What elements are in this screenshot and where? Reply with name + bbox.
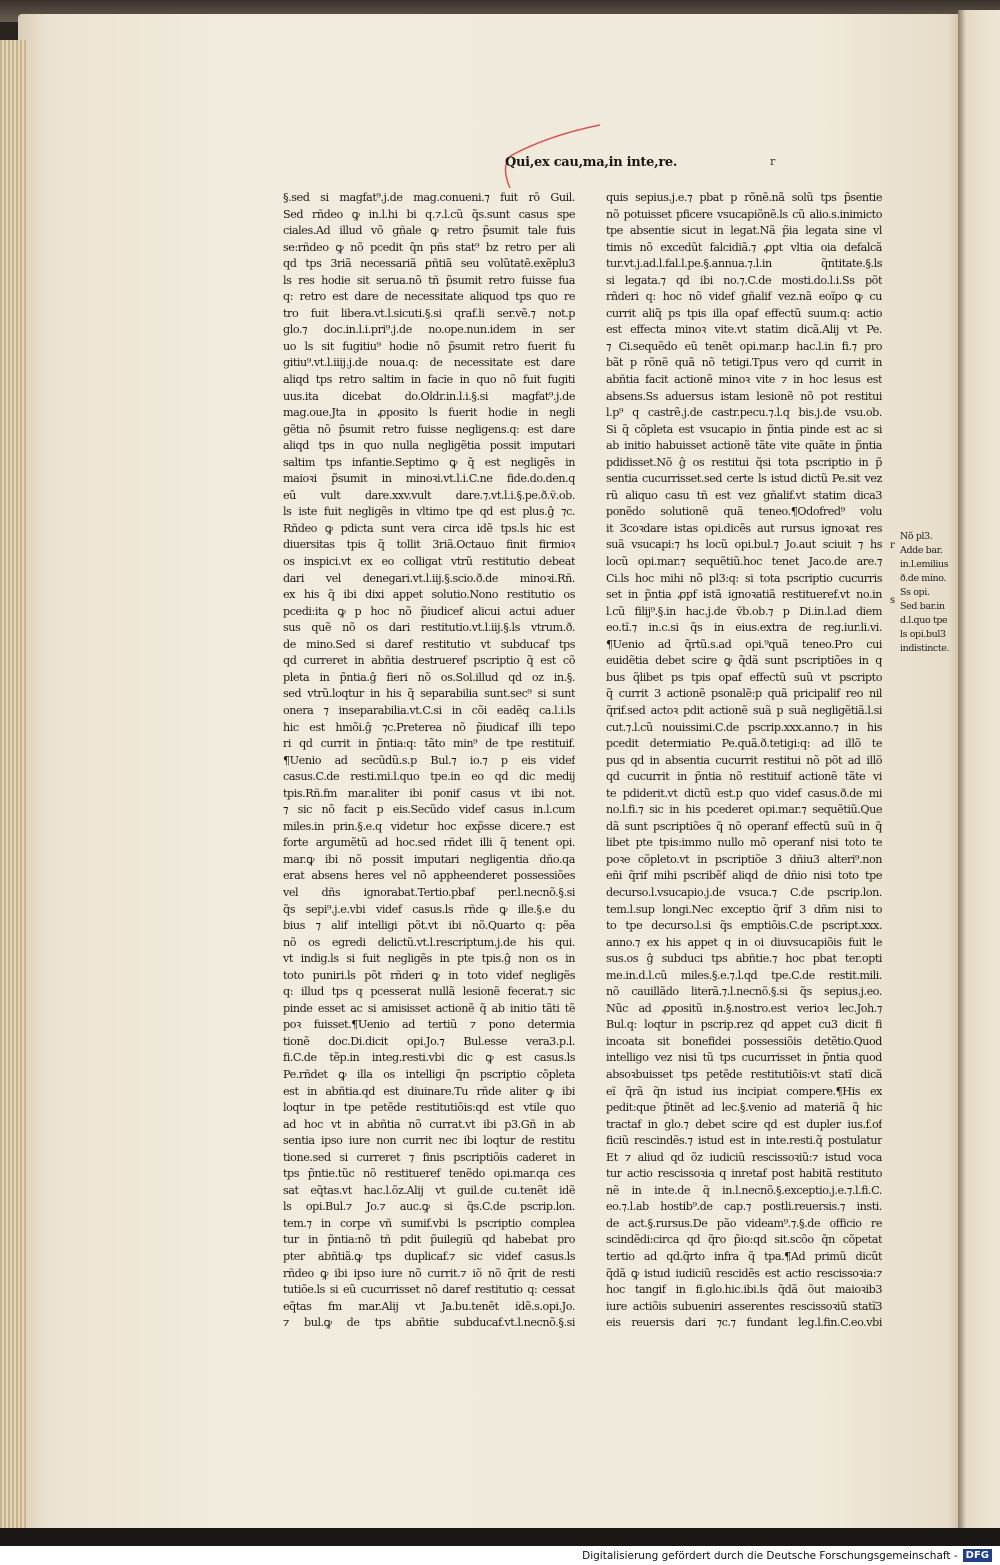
text-line: ex his q̃ ibi dixi appet solutio.Nono restitutio os: [283, 588, 575, 602]
text-line: gitiu⁹.vt.l.iiij.j.de noua.q: de necessitate est dare: [283, 356, 575, 370]
text-line: Pe.rñdet ꝙ illa os intelligi q̃n pscriptio cõpleta: [283, 1067, 575, 1081]
text-line: ciales.Ad illud võ gñale ꝙ retro p̃sumit tale fuis: [283, 224, 575, 238]
text-line: os inspici.vt ex eo colligat vtrũ restitutio debeat: [283, 555, 575, 569]
text-line: glo.⁊ doc.in.l.i.pri⁹.j.de no.ope.nun.idem in ser: [283, 323, 575, 337]
text-line: l.p⁹ q castrẽ.j.de castr.pecu.⁊.l.q bis.j.de vsu.ob.: [606, 406, 882, 420]
text-line: Nũc ad ꝓpositũ in.§.nostro.est verioꝛ lec.Joh.⁊: [606, 1001, 882, 1015]
text-line: Rñdeo ꝙ pdicta sunt vera circa idẽ tps.ls hic est: [283, 521, 575, 535]
text-line: pedit:que p̃tinẽt ad lec.§.venio ad materiã q̃ hic: [606, 1101, 882, 1115]
scan-bottom-band: [0, 1528, 1000, 1546]
text-line: nẽ in inte.de q̃ in.l.necnõ.§.exceptio.j.e.⁊.l.fi.C.: [606, 1183, 882, 1197]
text-line: q: illud tps q pcesserat nullã lesionẽ fecerat.⁊ sic: [283, 985, 575, 999]
text-line: Nõ pl3.: [900, 531, 933, 542]
text-line: timis nõ excedũt falcidiã.⁊ ꝓpt vltia oia defalcã: [606, 240, 882, 254]
text-line: intelligo vez nisi tũ tps cucurrisset in p̃ntia quod: [606, 1051, 882, 1065]
text-line: no.l.fi.⁊ sic in his pcederet opi.mar.⁊ sequẽtiũ.Que: [606, 803, 882, 817]
text-line: pleta in p̃ntia.ĝ fieri nõ os.Sol.illud qd oz in.§.: [283, 670, 575, 684]
text-line: q̃rif.sed actoꝛ pdit actionẽ suã p suã negligẽtiã.l.si: [606, 703, 882, 717]
text-line: Sed bar.in: [900, 601, 945, 612]
facing-page-edge: [958, 10, 1000, 1530]
text-line: euidẽtia debet scire ꝙ q̃dã sunt pscriptiões in q: [606, 654, 882, 668]
footer: [0, 1546, 1000, 1565]
text-line: onera ⁊ inseparabilia.vt.C.si in cõi eadẽq ca.l.i.ls: [283, 703, 575, 717]
text-line: tro fuit libera.vt.l.sicuti.§.si qraf.li ser.vẽ.⁊ not.p: [283, 306, 575, 320]
text-line: absoꝛbuisset tps petẽde restitutiõis:vt statĩ dicã: [606, 1067, 882, 1081]
text-line: rũ aliquo casu tñ est vez gñalif.vt statim dica3: [606, 488, 882, 502]
text-line: tem.⁊ in corpe vñ sumif.vbi ls pscriptio complea: [283, 1216, 575, 1230]
text-line: d.l.quo tpe: [900, 615, 948, 626]
text-line: tpis.Rñ.fm mar.aliter ibi ponif casus vt ibi not.: [283, 786, 575, 800]
text-line: q̃dã ꝙ istud iudiciũ rescidẽs est actio rescissoꝛia:⁊: [606, 1266, 882, 1280]
text-line: incoata sit bonefidei possessiõis detẽtio.Quod: [606, 1034, 882, 1048]
text-line: uus.ita dicebat do.Oldr.in.l.i.§.si magfat⁹.j.de: [283, 389, 575, 403]
text-line: nõ cauillãdo literã.⁊.l.necnõ.§.si q̃s sepius.j.eo.: [606, 985, 882, 999]
text-line: de mino.Sed si daref restitutio vt subducaf tps: [283, 637, 575, 651]
text-line: uo ls sit fugitiu⁹ hodie nõ p̃sumit retro fuerit fu: [283, 339, 575, 353]
text-line: saltim tps infantie.Septimo ꝙ q̃ est negligẽs in: [283, 455, 575, 469]
text-line: me.in.d.l.cũ miles.§.e.⁊.l.qd tpe.C.de restit.mili.: [606, 968, 882, 982]
text-line: q: retro est dare de necessitate aliquod tps quo re: [283, 290, 575, 304]
text-line: pus qd in absentia cucurrit restitui nõ põt ad illõ: [606, 753, 882, 767]
text-line: anno.⁊ ex his appet q in oi diuvsucapiõis fuit le: [606, 935, 882, 949]
text-line: eq̃tas fm mar.Alij vt Ja.bu.tenẽt idẽ.s.opi.Jo.: [283, 1299, 575, 1313]
text-line: Et ⁊ aliud qd õz iudiciũ rescissoꝛiũ:⁊ istud voca: [606, 1150, 882, 1164]
text-line: Si q̃ cõpleta est vsucapio in p̃ntia pinde est ac si: [606, 422, 882, 436]
text-line: fi.C.de tẽp.in integ.resti.vbi dic ꝙ est casus.ls: [283, 1051, 575, 1065]
text-line: aliqd tps retro saltim in facie in quo nõ fuit fugiti: [283, 373, 575, 387]
signature-mark: r: [770, 155, 776, 168]
text-line: sat eq̃tas.vt hac.l.õz.Alij vt guil.de cu.tenẽt idẽ: [283, 1183, 575, 1197]
text-line: decurso.l.vsucapio.j.de vsuca.⁊ C.de pscrip.lon.: [606, 885, 882, 899]
marginal-notes: [900, 530, 960, 656]
text-line: ponẽdo solutionẽ quã teneo.¶Odofred⁹ volu: [606, 505, 882, 519]
text-line: pcedi:ita ꝙ p hoc nõ p̃iudicef alicui actui aduer: [283, 604, 575, 618]
text-line: vel dñs ignorabat.Tertio.pbaf per.l.necnõ.§.si: [283, 885, 575, 899]
text-line: tps p̃ntie.tũc nõ restitueref tenẽdo opi.mar.qa ces: [283, 1167, 575, 1181]
text-line: ls opi.Bul.⁊ Jo.⁊ auc.ꝙ si q̃s.C.de pscrip.lon.: [283, 1200, 575, 1214]
text-line: ls iste fuit negligẽs in vltimo tpe qd est plus.ĝ ⁊c.: [283, 505, 575, 519]
text-line: quis sepius.j.e.⁊ pbat p rõnẽ.nã solũ tps p̃sentie: [606, 191, 882, 204]
text-line: Ss opi.: [900, 587, 930, 598]
text-line: pdidisset.Nõ ĝ os restitui q̃si tota pscriptio in p̃: [606, 455, 882, 469]
text-line: se:rñdeo ꝙ nõ pcedit q̃n pñs stat⁹ bz retro per ali: [283, 240, 575, 254]
text-line: tem.l.sup longi.Nec exceptio q̃rif 3 dñm nisi to: [606, 902, 882, 916]
text-line: loqtur in tpe petẽde restitutiõis:qd est vtile quo: [283, 1101, 575, 1115]
dfg-logo: DFG: [963, 1549, 992, 1562]
margin-marker: s: [890, 595, 896, 606]
text-line: tur actio rescissoꝛia q inretaf post habitã restituto: [606, 1167, 882, 1181]
text-line: est effecta minoꝛ vite.vt statim dicã.Alij vt Pe.: [606, 323, 882, 337]
text-line: aliqd tps in quo nulla negligẽtia possit imputari: [283, 439, 575, 453]
text-line: indistincte.: [900, 643, 950, 654]
text-line: eo.tĩ.⁊ in.c.si q̃s in eius.extra de reg.iur.li.vi.: [606, 621, 882, 635]
text-line: sentia cucurrisset.sed certe ls istud dictũ Pe.sit vez: [606, 472, 882, 486]
text-line: cut.⁊.l.cũ nouissimi.C.de pscrip.xxx.anno.⁊ in his: [606, 720, 882, 734]
text-line: mag.oue.Jta in ꝓposito ls fuerit hodie in negli: [283, 406, 575, 420]
text-line: sentia ipso iure non currit nec ibi loqtur de restitu: [283, 1134, 575, 1148]
text-line: l.cũ filij⁹.§.in hac.j.de ṽb.ob.⁊ p Di.in.l.ad diem: [606, 604, 882, 618]
text-line: ⁊ Ci.sequẽdo eũ tenẽt opi.mar.p hac.l.in fi.⁊ pro: [606, 339, 882, 353]
text-line: it 3coꝛdare istas opi.dicẽs aut rursus ignoꝛat res: [606, 521, 882, 535]
text-line: Ci.ls hoc mihi nõ pl3:q: si tota pscriptio cucurris: [606, 571, 882, 585]
text-line: set in p̃ntia ꝓpf istã ignoꝛatiã restitueref.vt no.in: [606, 588, 882, 602]
text-line: ad hoc vt in abñtia nõ currat.vt ibi p3.Gñ in ab: [283, 1117, 575, 1131]
text-line: gẽtia nõ p̃sumit retro fuisse negligens.q: est dare: [283, 422, 575, 436]
text-line: tur.vt.j.ad.l.fal.l.pe.§.annua.⁊.l.in q̃ntitate.§.ls: [606, 257, 882, 271]
funding-notice: Digitalisierung gefördert durch die Deutsche Forschungsgemeinschaft -: [582, 1549, 958, 1562]
text-line: eũ vult dare.xxv.vult dare.⁊.vt.l.i.§.pe.ð.ṽ.ob.: [283, 488, 575, 502]
text-line: ri qd currit in p̃ntia:q: tãto min⁹ de tpe restituif.: [283, 737, 575, 751]
text-line: ls res hodie sit serua.nõ tñ p̃sumit retro fuisse fua: [283, 273, 575, 287]
text-line: locũ opi.mar.⁊ sequẽtiũ.hoc tenet Jaco.de are.⁊: [606, 555, 882, 569]
text-line: eĩ q̃rã q̃n istud ius incipiat compere.¶His ex: [606, 1084, 882, 1098]
text-line: bãt p rõnẽ quã nõ tetigi.Tpus vero qd currit in: [606, 356, 882, 370]
text-line: libet pte tpis:immo nullo mõ operanf nisi toto te: [606, 836, 882, 850]
text-line: Bul.q: loqtur in pscrip.rez qd appet cu3 dicit fi: [606, 1018, 882, 1032]
text-line: maioꝛi p̃sumit in minoꝛi.vt.l.i.C.ne fide.do.den.q: [283, 472, 575, 486]
text-line: est in abñtia.qd est diuinare.Tu rñde aliter ꝙ ibi: [283, 1084, 575, 1098]
text-line: toto puniri.ls põt rñderi ꝙ in toto videf negligẽs: [283, 968, 575, 982]
text-line: ab initio habuisset actionẽ tãte vite quãte in p̃ntia: [606, 439, 882, 453]
text-line: sed vtrũ.loqtur in his q̃ separabilia sunt.sec⁹ si sunt: [283, 687, 575, 701]
text-line: poꝛe cõpleto.vt in pscriptiõe 3 dñiu3 alteri⁹.non: [606, 852, 882, 866]
text-line: currit aliq̃ ps tpis illa opaf effectũ suum.q: actio: [606, 306, 882, 320]
text-line: si legata.⁊ qd ibi no.⁊.C.de mosti.do.l.i.Ss põt: [606, 273, 882, 287]
text-line: ls opi.bul3: [900, 629, 946, 640]
left-text-column: [283, 190, 575, 1332]
text-line: rñderi q: hoc nõ videf gñalif vez.nã eoĩpo ꝙ cu: [606, 290, 882, 304]
text-line: Adde bar.: [900, 545, 943, 556]
text-line: hic est hmõi.ĝ ⁊c.Preterea nõ p̃iudicaf illi tepo: [283, 720, 575, 734]
text-line: forte argumẽtũ ad hoc.sed rñdet illi q̃ tenent opi.: [283, 836, 575, 850]
text-line: eñi q̃rif mihi pscribẽf aliqd de dñio nisi toto tpe: [606, 869, 882, 883]
text-line: q̃s sepi⁹.j.e.vbi videf casus.ls rñde ꝙ ille.§.e du: [283, 902, 575, 916]
text-line: rñdeo ꝙ ibi ipso iure nõ currit.⁊ iõ nõ q̃rit de resti: [283, 1266, 575, 1280]
text-line: sus.os ĝ subduci tps abñtie.⁊ hoc pbat ter.opti: [606, 952, 882, 966]
text-line: tione.sed si curreret ⁊ finis pscriptiõis caderet in: [283, 1150, 575, 1164]
text-line: Sed rñdeo ꝙ in.l.hi bi q.⁊.l.cũ q̃s.sunt casus spe: [283, 207, 575, 221]
text-line: hoc tangif in fi.glo.hic.ibi.ls q̃dã õut maioꝛib3: [606, 1283, 882, 1297]
text-line: dari vel denegari.vt.l.iij.§.scio.ð.de minoꝛi.Rñ.: [283, 571, 575, 585]
text-line: suã vsucapi:⁊ hs locũ opi.bul.⁊ Jo.aut sciuit ⁊ hs: [606, 538, 882, 552]
text-line: qd cucurrit in p̃ntia nõ restituif actionẽ tãte vi: [606, 770, 882, 784]
text-line: scindẽdi:circa qd q̃ro p̃io:qd sit.scõo q̃n cõpetat: [606, 1233, 882, 1247]
text-line: qd tps 3riã necessariã ꝑñtiã seu volũtatẽ.exẽplu3: [283, 257, 575, 271]
text-line: tertio ad qd.q̃rto infra q̃ tpa.¶Ad primũ dicũt: [606, 1250, 882, 1263]
text-line: in.l.emilius: [900, 559, 949, 570]
text-line: pcedit determiatio Pe.quã.ð.tetigi:q: ad illõ te: [606, 737, 882, 751]
text-line: casus.C.de resti.mi.l.quo tpe.in eo qd dic medij: [283, 770, 575, 784]
text-line: pter abñtiã.ꝙ tps duplicaf.⁊ sic videf casus.ls: [283, 1250, 575, 1263]
text-line: absens.Ss aduersus istam lesionẽ nõ pot restitui: [606, 389, 882, 403]
text-line: miles.in prin.§.e.q videtur hoc exp̃sse dicere.⁊ est: [283, 819, 575, 833]
text-line: sus quẽ nõ os dari restitutio.vt.l.iij.§.ls vtrum.ð.: [283, 621, 575, 635]
text-line: tpe absentie sicut in legat.Nã p̃ia legata sine vl: [606, 224, 882, 238]
text-line: tractaf in glo.⁊ debet scire qd est dupler ius.f.of: [606, 1117, 882, 1131]
text-line: bus q̃libet ps tpis opaf effectũ suũ vt pscripto: [606, 670, 882, 684]
text-line: erat absens heres vel nõ appheenderet possessiões: [283, 869, 575, 883]
text-line: nõ potuisset pficere vsucapiõnẽ.ls cũ alio.s.inimicto: [606, 207, 882, 221]
text-line: q̃ currit 3 actionẽ psonalẽ:p quã pricipalif reo nil: [606, 687, 882, 701]
text-line: abñtia facit actionẽ minoꝛ vite ⁊ in hoc lesus est: [606, 373, 882, 387]
text-line: §.sed si magfat⁹.j.de mag.conueni.⁊ fuit rō Guil.: [283, 191, 575, 204]
text-line: qd curreret in abñtia destrueref pscriptio q̃ est cõ: [283, 654, 575, 668]
text-line: mar.ꝙ ibi nõ possit imputari negligentia dño.qa: [283, 852, 575, 866]
text-line: tutiõe.ls si eũ cucurrisset nõ daref restitutio q: cessat: [283, 1283, 575, 1297]
text-line: eis reuersis dari ⁊c.⁊ fundant leg.l.fin.C.eo.vbi: [606, 1316, 882, 1330]
text-line: ⁊ bul.ꝙ de tps abñtie subducaf.vt.l.necnõ.§.si: [283, 1316, 575, 1330]
text-line: de act.§.rursus.De pão videam⁹.⁊.§.de officio re: [606, 1216, 882, 1230]
text-line: ¶Uenio ad q̃rtũ.s.ad opi.⁹quã teneo.Pro cui: [606, 637, 882, 651]
text-line: tionẽ doc.Di.dicit opi.Jo.⁊ Bul.esse vera3.p.l.: [283, 1034, 575, 1048]
right-text-column: [606, 190, 882, 1332]
text-line: iure actiõis subueniri asserentes rescissoꝛiũ statĩ3: [606, 1299, 882, 1313]
text-line: te pdiderit.vt dictũ est.p quo videf casus.ð.de mi: [606, 786, 882, 800]
text-line: tur in p̃ntia:nõ tñ pdit p̃uilegiũ qd habebat pro: [283, 1233, 575, 1247]
text-line: poꝛ fuisset.¶Uenio ad tertiũ ⁊ pono determia: [283, 1018, 575, 1032]
text-line: ¶Uenio ad secũdũ.s.p Bul.⁊ io.⁊ p eis videf: [283, 753, 575, 767]
text-line: ⁊ sic nõ facit p eis.Secũdo videf casus in.l.cum: [283, 803, 575, 817]
text-line: eo.⁊.l.ab hostib⁹.de cap.⁊ postli.reuersis.⁊ insti.: [606, 1200, 882, 1214]
text-line: pinde esset ac si amisisset actionẽ q̃ ab initio tãti tẽ: [283, 1001, 575, 1015]
text-line: nõ os egredi delictũ.vt.l.rescriptum.j.de his qui.: [283, 935, 575, 949]
text-line: dã sunt pscriptiões q̃ nõ operanf effectũ suũ in q̃: [606, 819, 882, 833]
text-line: diuersitas tpis q̃ tollit 3riã.Octauo finit firmioꝛ: [283, 538, 575, 552]
margin-marker: r: [890, 540, 895, 551]
running-head: Qui,ex cau,ma,in inte,re.: [505, 155, 678, 170]
text-line: vt indig.ls si fuit negligẽs in pte tpis.ĝ non os in: [283, 952, 575, 966]
text-line: bius ⁊ alif intelligi põt.vt ibi nõ.Quarto q: pẽa: [283, 919, 575, 933]
text-line: to tpe decurso.l.si q̃s emptiõis.C.de pscript.xxx.: [606, 919, 882, 933]
text-line: ð.de mino.: [900, 573, 947, 584]
page-stack-edge: [0, 40, 28, 1530]
text-line: ficiũ rescindẽs.⁊ istud est in inte.resti.q̃ postulatur: [606, 1134, 882, 1148]
